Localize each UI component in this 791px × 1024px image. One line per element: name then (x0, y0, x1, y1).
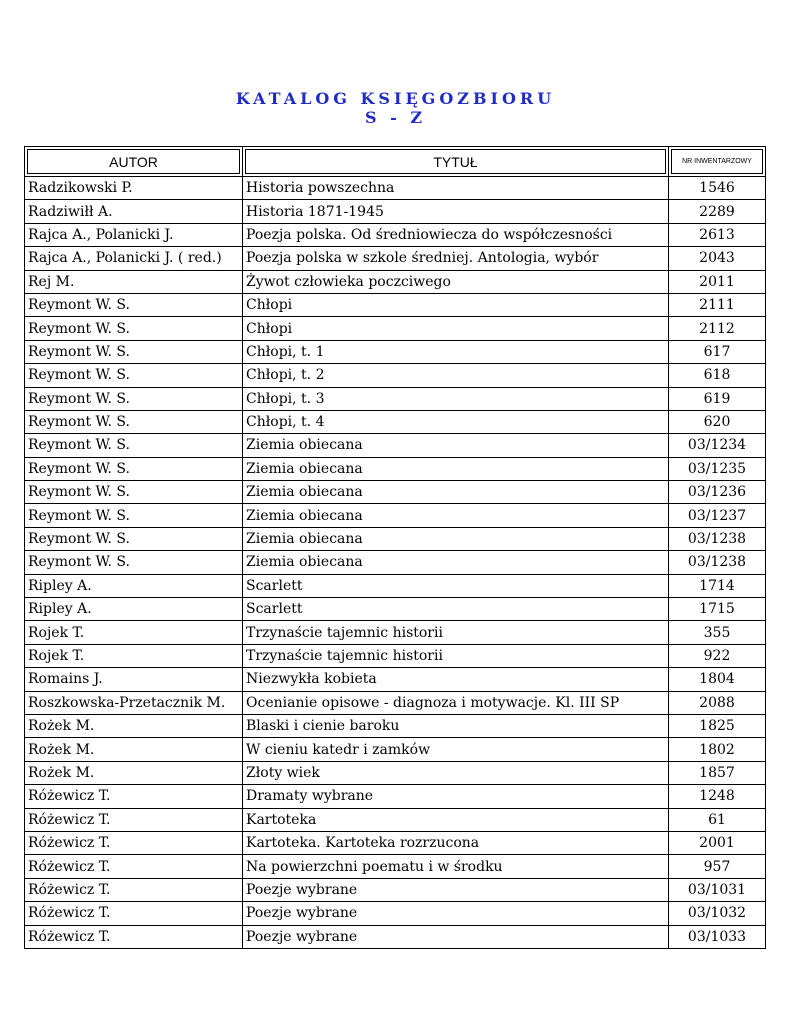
inventory-cell: 03/1033 (669, 925, 766, 948)
table-row (25, 551, 766, 574)
table-row (25, 504, 766, 527)
title-cell: Poezje wybrane (243, 902, 669, 925)
inventory-cell: 1546 (669, 177, 766, 200)
author-cell: Rożek M. (25, 714, 243, 737)
table-row (25, 434, 766, 457)
author-cell: Różewicz T. (25, 878, 243, 901)
title-cell: Chłopi, t. 2 (243, 364, 669, 387)
catalog-table (24, 146, 766, 949)
title-cell: Blaski i cienie baroku (243, 714, 669, 737)
author-cell: Reymont W. S. (25, 317, 243, 340)
inventory-cell: 1714 (669, 574, 766, 597)
inventory-cell: 1248 (669, 785, 766, 808)
table-row (25, 925, 766, 948)
title-cell: Na powierzchni poematu i w środku (243, 855, 669, 878)
author-cell: Reymont W. S. (25, 387, 243, 410)
title-cell: Historia 1871-1945 (243, 200, 669, 223)
inventory-cell: 922 (669, 644, 766, 667)
author-cell: Reymont W. S. (25, 481, 243, 504)
inventory-cell: 03/1032 (669, 902, 766, 925)
title-cell: Poezje wybrane (243, 878, 669, 901)
author-cell: Rajca A., Polanicki J. ( red.) (25, 247, 243, 270)
inventory-cell: 2001 (669, 831, 766, 854)
author-cell: Reymont W. S. (25, 527, 243, 550)
inventory-cell: 2111 (669, 293, 766, 316)
page-title: KATALOG KSIĘGOZBIORU (235, 89, 556, 108)
table-row (25, 668, 766, 691)
table-row (25, 457, 766, 480)
author-cell: Rożek M. (25, 738, 243, 761)
title-cell: Ziemia obiecana (243, 504, 669, 527)
table-row (25, 293, 766, 316)
inventory-cell: 1857 (669, 761, 766, 784)
title-cell: Dramaty wybrane (243, 785, 669, 808)
table-row (25, 387, 766, 410)
inventory-cell: 1715 (669, 598, 766, 621)
title-cell: Kartoteka (243, 808, 669, 831)
table-row (25, 808, 766, 831)
author-cell: Reymont W. S. (25, 340, 243, 363)
table-row (25, 714, 766, 737)
inventory-cell: 03/1234 (669, 434, 766, 457)
title-cell: Trzynaście tajemnic historii (243, 621, 669, 644)
inventory-cell: 355 (669, 621, 766, 644)
inventory-cell: 03/1238 (669, 551, 766, 574)
author-cell: Roszkowska-Przetacznik M. (25, 691, 243, 714)
inventory-cell: 1825 (669, 714, 766, 737)
author-cell: Ripley A. (25, 598, 243, 621)
table-row (25, 410, 766, 433)
title-cell: Chłopi, t. 1 (243, 340, 669, 363)
header-title (243, 147, 669, 177)
title-cell: Ziemia obiecana (243, 434, 669, 457)
page-subtitle: S - Z (364, 108, 426, 127)
title-cell: Scarlett (243, 574, 669, 597)
table-row (25, 270, 766, 293)
author-cell: Rożek M. (25, 761, 243, 784)
table-row (25, 691, 766, 714)
author-cell: Reymont W. S. (25, 434, 243, 457)
inventory-cell: 03/1238 (669, 527, 766, 550)
author-cell: Różewicz T. (25, 785, 243, 808)
author-cell: Różewicz T. (25, 831, 243, 854)
title-cell: Ziemia obiecana (243, 457, 669, 480)
inventory-cell: 03/1237 (669, 504, 766, 527)
table-row (25, 738, 766, 761)
author-cell: Różewicz T. (25, 902, 243, 925)
table-row (25, 831, 766, 854)
table-row (25, 598, 766, 621)
title-cell: Poezja polska. Od średniowiecza do współczesności (243, 223, 669, 246)
inventory-cell: 2043 (669, 247, 766, 270)
table-row (25, 364, 766, 387)
author-cell: Radziwiłł A. (25, 200, 243, 223)
inventory-cell: 617 (669, 340, 766, 363)
inventory-cell: 03/1031 (669, 878, 766, 901)
inventory-cell: 61 (669, 808, 766, 831)
title-cell: Ziemia obiecana (243, 551, 669, 574)
header-title-label: TYTUŁ (245, 149, 666, 174)
inventory-cell: 2112 (669, 317, 766, 340)
author-cell: Radzikowski P. (25, 177, 243, 200)
table-row (25, 621, 766, 644)
header-row (25, 147, 766, 177)
title-cell: W cieniu katedr i zamków (243, 738, 669, 761)
table-row (25, 574, 766, 597)
inventory-cell: 03/1236 (669, 481, 766, 504)
inventory-cell: 1802 (669, 738, 766, 761)
inventory-cell: 619 (669, 387, 766, 410)
table-row (25, 481, 766, 504)
title-cell: Poezja polska w szkole średniej. Antologia, wybór (243, 247, 669, 270)
title-cell: Trzynaście tajemnic historii (243, 644, 669, 667)
table-row (25, 527, 766, 550)
inventory-cell: 620 (669, 410, 766, 433)
inventory-cell: 1804 (669, 668, 766, 691)
table-row (25, 200, 766, 223)
table-row (25, 247, 766, 270)
title-cell: Ziemia obiecana (243, 481, 669, 504)
author-cell: Różewicz T. (25, 855, 243, 878)
inventory-cell: 03/1235 (669, 457, 766, 480)
table-row (25, 785, 766, 808)
title-cell: Złoty wiek (243, 761, 669, 784)
author-cell: Różewicz T. (25, 808, 243, 831)
table-row (25, 855, 766, 878)
table-row (25, 340, 766, 363)
table-row (25, 223, 766, 246)
title-cell: Chłopi (243, 293, 669, 316)
inventory-cell: 618 (669, 364, 766, 387)
table-row (25, 902, 766, 925)
author-cell: Reymont W. S. (25, 364, 243, 387)
author-cell: Reymont W. S. (25, 504, 243, 527)
title-cell: Ocenianie opisowe - diagnoza i motywacje. Kl. III SP (243, 691, 669, 714)
table-row (25, 761, 766, 784)
title-cell: Niezwykła kobieta (243, 668, 669, 691)
author-cell: Romains J. (25, 668, 243, 691)
inventory-cell: 2289 (669, 200, 766, 223)
title-cell: Scarlett (243, 598, 669, 621)
header-author-label: AUTOR (27, 149, 240, 174)
author-cell: Rajca A., Polanicki J. (25, 223, 243, 246)
title-cell: Ziemia obiecana (243, 527, 669, 550)
author-cell: Rej M. (25, 270, 243, 293)
title-cell: Historia powszechna (243, 177, 669, 200)
author-cell: Rojek T. (25, 644, 243, 667)
inventory-cell: 957 (669, 855, 766, 878)
inventory-cell: 2011 (669, 270, 766, 293)
author-cell: Reymont W. S. (25, 410, 243, 433)
author-cell: Rojek T. (25, 621, 243, 644)
author-cell: Reymont W. S. (25, 457, 243, 480)
title-cell: Chłopi, t. 3 (243, 387, 669, 410)
header-inventory (669, 147, 766, 177)
table-row (25, 177, 766, 200)
author-cell: Ripley A. (25, 574, 243, 597)
author-cell: Reymont W. S. (25, 551, 243, 574)
title-cell: Poezje wybrane (243, 925, 669, 948)
title-cell: Żywot człowieka poczciwego (243, 270, 669, 293)
inventory-cell: 2613 (669, 223, 766, 246)
table-row (25, 317, 766, 340)
header-author (25, 147, 243, 177)
title-cell: Chłopi, t. 4 (243, 410, 669, 433)
title-cell: Chłopi (243, 317, 669, 340)
table-row (25, 644, 766, 667)
author-cell: Reymont W. S. (25, 293, 243, 316)
header-inventory-label: NR INWENTARZOWY (671, 149, 763, 174)
inventory-cell: 2088 (669, 691, 766, 714)
author-cell: Różewicz T. (25, 925, 243, 948)
title-cell: Kartoteka. Kartoteka rozrzucona (243, 831, 669, 854)
table-row (25, 878, 766, 901)
